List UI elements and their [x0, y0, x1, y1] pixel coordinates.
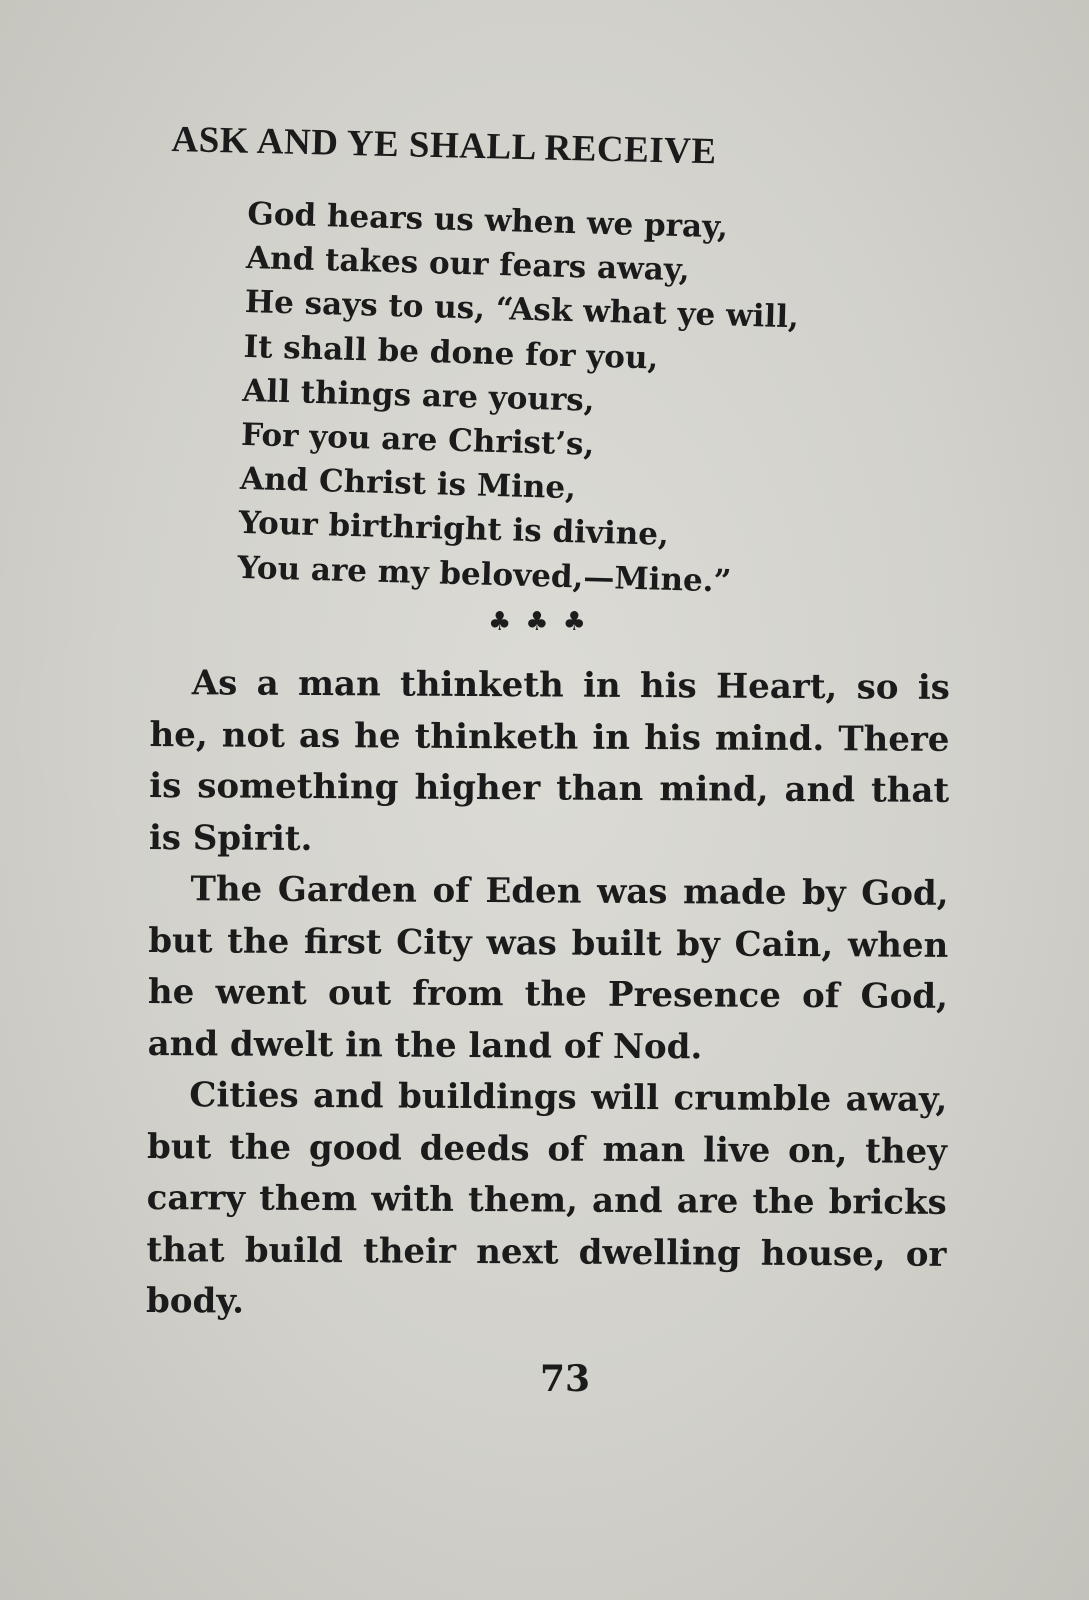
- paragraph-line: As a man thinketh in his Heart, so is: [191, 663, 950, 708]
- paragraph: [149, 658, 950, 869]
- paragraph-line: but the good deeds of man live on, they: [146, 1126, 948, 1172]
- poem-line: He says to us, “Ask what ye will,: [244, 284, 800, 336]
- paragraph-line: is something higher than mind, and that: [149, 765, 950, 811]
- poem-line: For you are Christ’s,: [240, 416, 595, 463]
- poem-line: It shall be done for you,: [243, 328, 659, 377]
- section-divider-ornament: ♣♣♣: [488, 607, 600, 637]
- paragraph-line: body.: [145, 1280, 245, 1322]
- prose-body: [146, 658, 950, 1332]
- paragraph-line: Cities and buildings will crumble away,: [189, 1075, 948, 1120]
- poem-line: You are my beloved,—Mine.”: [237, 549, 732, 600]
- paragraph-line: and dwelt in the land of Nod.: [147, 1023, 703, 1067]
- paragraph: [146, 1070, 948, 1332]
- paragraph-line: he, not as he thinketh in his mind. There: [149, 714, 950, 760]
- poem-line: God hears us when we pray,: [246, 195, 729, 246]
- paragraph-line: carry them with them, and are the bricks: [146, 1177, 947, 1223]
- paragraph-line: The Garden of Eden was made by God,: [190, 869, 949, 914]
- page-number: 73: [540, 1358, 591, 1400]
- poem-line: And takes our fears away,: [245, 240, 691, 289]
- page-title: ASK AND YE SHALL RECEIVE: [171, 118, 718, 173]
- poem-line: Your birthright is divine,: [238, 505, 670, 554]
- paragraph-line: but the first City was built by Cain, when: [148, 920, 949, 966]
- paragraph: [147, 864, 948, 1075]
- paragraph-line: that build their next dwelling house, or: [146, 1229, 947, 1275]
- poem-line: And Christ is Mine,: [239, 461, 577, 507]
- paragraph-line: is Spirit.: [148, 817, 313, 859]
- poem-line: All things are yours,: [241, 372, 596, 419]
- poem: [237, 192, 888, 608]
- paragraph-line: he went out from the Presence of God,: [147, 971, 949, 1017]
